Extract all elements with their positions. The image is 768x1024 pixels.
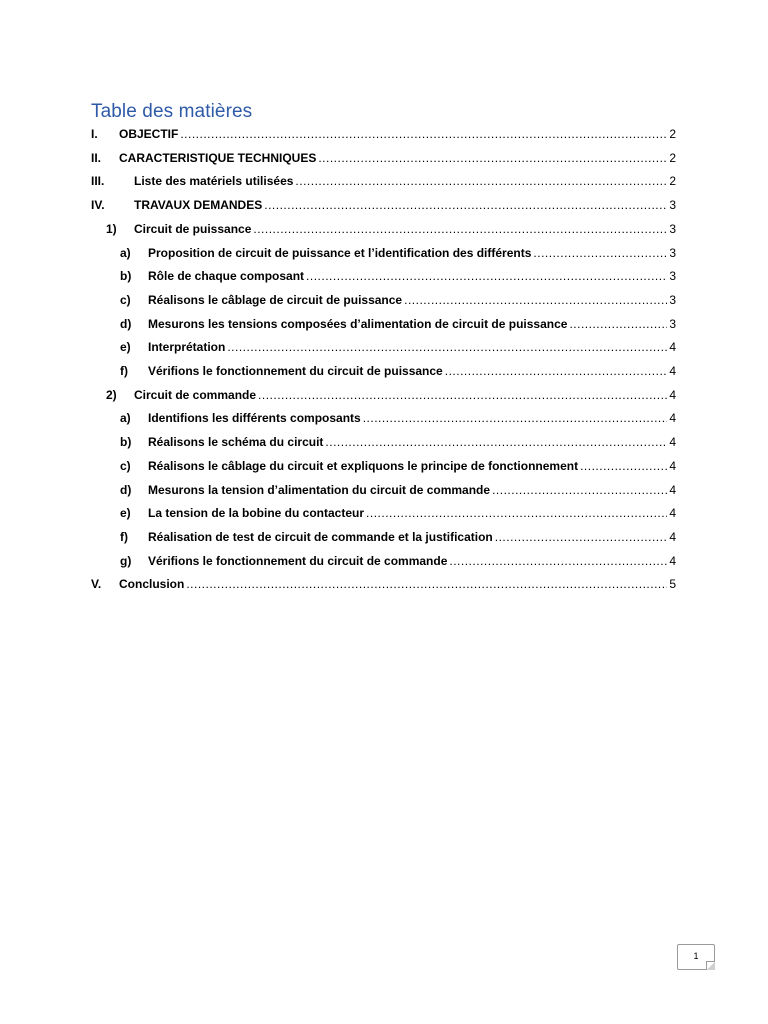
toc-entry-circuit-puissance[interactable]	[0, 219, 768, 239]
toc-entry-cablage-puissance[interactable]	[0, 290, 768, 310]
toc-entry-fonctionnement-commande[interactable]	[0, 551, 768, 571]
toc-entry-page: 4	[669, 340, 676, 355]
toc-entry-number: b)	[120, 269, 132, 284]
toc-entry-travaux[interactable]	[0, 195, 768, 215]
toc-entry-text: Réalisation de test de circuit de commande et la justification	[148, 529, 493, 544]
toc-leader-dots	[264, 195, 667, 215]
toc-entry-number: II.	[91, 150, 102, 165]
toc-entry-number: c)	[120, 292, 131, 307]
toc-leader-dots	[404, 290, 667, 310]
toc-entry-page: 2	[669, 150, 676, 165]
toc-leader-dots	[295, 171, 667, 191]
toc-entry-text: Proposition de circuit de puissance et l’identification des différents	[148, 245, 532, 260]
toc-entry-tensions-composees[interactable]	[0, 314, 768, 334]
toc-entry-number: V.	[91, 577, 102, 592]
toc-entry-page: 3	[669, 221, 676, 236]
toc-leader-dots	[495, 527, 668, 547]
toc-entry-number: d)	[120, 316, 132, 331]
toc-entry-text: OBJECTIF	[119, 127, 179, 141]
toc-entry-tension-alimentation[interactable]	[0, 480, 768, 500]
toc-entry-page: 4	[669, 458, 676, 473]
toc-entry-role[interactable]	[0, 266, 768, 286]
toc-entry-text: Réalisons le câblage du circuit et expliquons le principe de fonctionnement	[148, 458, 579, 473]
toc-entry-fonctionnement-puissance[interactable]	[0, 361, 768, 381]
toc-entry-circuit-commande[interactable]	[0, 385, 768, 405]
toc-entry-objectif[interactable]	[0, 124, 768, 144]
toc-leader-dots	[363, 408, 668, 428]
toc-entry-text: Réalisons le câblage de circuit de puissance	[148, 292, 403, 307]
toc-entry-number: e)	[120, 506, 131, 521]
toc-leader-dots	[258, 385, 667, 405]
page-number-badge	[677, 944, 715, 970]
toc-entry-text: Interprétation	[148, 340, 226, 355]
toc-entry-number: 1)	[106, 221, 117, 236]
toc-leader-dots	[492, 480, 667, 500]
toc-entry-text: TRAVAUX DEMANDES	[134, 198, 263, 213]
toc-entry-text: Identifions les différents composants	[148, 411, 361, 426]
toc-entry-number: a)	[120, 411, 131, 426]
toc-leader-dots	[180, 124, 667, 144]
toc-leader-dots	[366, 503, 667, 523]
toc-entry-page: 3	[669, 198, 676, 213]
toc-entry-number: III.	[91, 174, 105, 189]
toc-leader-dots	[318, 148, 667, 168]
toc-entry-page: 4	[669, 553, 676, 568]
toc-leader-dots	[449, 551, 667, 571]
toc-leader-dots	[227, 337, 667, 357]
toc-entry-number: b)	[120, 435, 132, 450]
toc-entry-text: Réalisons le schéma du circuit	[148, 435, 324, 450]
toc-entry-text: Mesurons les tensions composées d’alimentation de circuit de puissance	[148, 316, 568, 331]
toc-entry-text: Vérifions le fonctionnement du circuit de puissance	[148, 364, 443, 378]
toc-entry-text: Conclusion	[119, 577, 185, 592]
toc-entry-page: 4	[669, 482, 676, 497]
toc-entry-page: 4	[669, 411, 676, 426]
toc-entry-composants[interactable]	[0, 408, 768, 428]
toc-entry-page: 3	[669, 245, 676, 260]
toc-entry-proposition[interactable]	[0, 243, 768, 263]
toc-entry-number: a)	[120, 245, 131, 260]
toc-entry-text: Mesurons la tension d’alimentation du circuit de commande	[148, 482, 491, 497]
toc-entry-number: IV.	[91, 198, 105, 213]
toc-entry-number: d)	[120, 482, 132, 497]
toc-entry-schema[interactable]	[0, 432, 768, 452]
toc-entry-test[interactable]	[0, 527, 768, 547]
toc-entry-text: Vérifions le fonctionnement du circuit de commande	[148, 553, 448, 568]
toc-entry-page: 4	[669, 529, 676, 544]
toc-entry-page: 4	[669, 364, 676, 378]
toc-entry-caracteristique[interactable]	[0, 148, 768, 168]
toc-entry-number: e)	[120, 340, 131, 355]
toc-entry-page: 3	[669, 269, 676, 284]
toc-leader-dots	[580, 456, 667, 476]
toc-entry-cablage-commande[interactable]	[0, 456, 768, 476]
toc-leader-dots	[325, 432, 667, 452]
toc-leader-dots	[445, 361, 668, 381]
toc-entry-text: Rôle de chaque composant	[148, 269, 305, 284]
toc-entry-page: 2	[669, 127, 676, 141]
toc-entry-text: La tension de la bobine du contacteur	[148, 506, 365, 521]
toc-entry-bobine[interactable]	[0, 503, 768, 523]
toc-entry-page: 4	[669, 506, 676, 521]
page-fold-icon	[706, 961, 715, 970]
toc-entry-text: Circuit de commande	[134, 387, 257, 402]
toc-entry-text: Liste des matériels utilisées	[134, 174, 294, 189]
toc-entry-page: 5	[669, 577, 676, 592]
toc-entry-number: f)	[120, 529, 128, 544]
toc-leader-dots	[533, 243, 667, 263]
page-number: 1	[693, 951, 699, 961]
toc-leader-dots	[306, 266, 667, 286]
toc-entry-interpretation[interactable]	[0, 337, 768, 357]
toc-entry-conclusion[interactable]	[0, 574, 768, 594]
toc-leader-dots	[569, 314, 667, 334]
toc-entry-number: g)	[120, 553, 132, 568]
toc-leader-dots	[253, 219, 667, 239]
toc-entry-page: 2	[669, 174, 676, 189]
toc-entry-page: 4	[669, 387, 676, 402]
toc-entry-text: Circuit de puissance	[134, 221, 252, 236]
toc-entry-materiels[interactable]	[0, 171, 768, 191]
toc-entry-number: I.	[91, 127, 98, 141]
toc-entry-page: 3	[669, 292, 676, 307]
toc-leader-dots	[186, 574, 667, 594]
toc-entry-number: c)	[120, 458, 131, 473]
toc-entry-page: 3	[669, 316, 676, 331]
toc-entry-text: CARACTERISTIQUE TECHNIQUES	[119, 150, 317, 165]
toc-title: Table des matières	[91, 101, 253, 122]
toc-entry-page: 4	[669, 435, 676, 450]
toc-entry-number: 2)	[106, 387, 117, 402]
toc-entry-number: f)	[120, 364, 128, 378]
